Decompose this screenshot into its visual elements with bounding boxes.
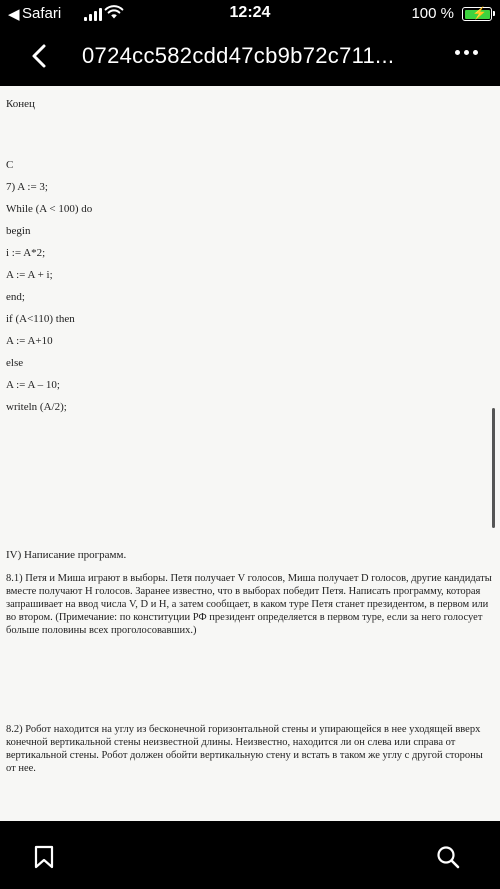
chevron-left-icon[interactable]	[24, 40, 56, 72]
search-icon[interactable]	[436, 845, 460, 869]
bookmark-icon[interactable]	[34, 845, 54, 869]
back-to-app-arrow-icon[interactable]: ◀	[8, 6, 20, 23]
battery-percent: 100 %	[411, 5, 454, 22]
status-bar	[0, 0, 500, 28]
code-line: if (A<110) then	[6, 313, 75, 325]
document-view[interactable]	[0, 86, 500, 821]
code-line: else	[6, 357, 24, 369]
code-line: writeln (A/2);	[6, 401, 67, 413]
code-line: begin	[6, 225, 31, 237]
back-to-app-label[interactable]: Safari	[22, 5, 62, 22]
text-line: С	[6, 159, 14, 171]
bottom-toolbar	[0, 821, 500, 889]
text-line: Конец	[6, 98, 35, 110]
navigation-bar	[0, 28, 500, 86]
code-line: i := A*2;	[6, 247, 46, 259]
code-line: end;	[6, 291, 25, 303]
code-line: While (A < 100) do	[6, 203, 93, 215]
code-line: A := A+10	[6, 335, 53, 347]
code-line: A := A + i;	[6, 269, 53, 281]
charging-bolt-icon: ⚡	[472, 6, 487, 20]
task-8-1-paragraph: 8.1) Петя и Миша играют в выборы. Петя получает V голосов, Миша получает D голосов, другие кандидаты вместе получают H голосов. Заранее известно, что в выборах победит Петя. Написать программу, которая запрашивает на ввод числа V, D и H, а затем сообщает, в каком туре Петя станет президентом, в первом или во втором. (Примечание: по конституции РФ президент определяется в первом туре, если за него голосует больше половины всех проголосовавших.)	[6, 573, 492, 636]
vertical-scrollbar[interactable]	[492, 408, 495, 528]
code-line: 7) A := 3;	[6, 181, 48, 193]
clock-time: 12:24	[229, 4, 271, 21]
battery-icon	[462, 7, 492, 21]
code-line: A := A – 10;	[6, 379, 60, 391]
document-title: 0724cc582cdd47cb9b72c711...	[82, 43, 395, 68]
ellipsis-icon[interactable]	[451, 46, 482, 59]
section-heading: IV) Написание программ.	[6, 549, 127, 561]
task-8-2-paragraph: 8.2) Робот находится на углу из бесконечной горизонтальной стены и упирающейся в нее уходящей вверх конечной вертикальной стены неизвестной длины. Неизвестно, находится ли он слева или справа от вертикальной стены. Робот должен обойти вертикальную стену и встать в таком же углу с другой стороны от нее.	[6, 724, 483, 774]
